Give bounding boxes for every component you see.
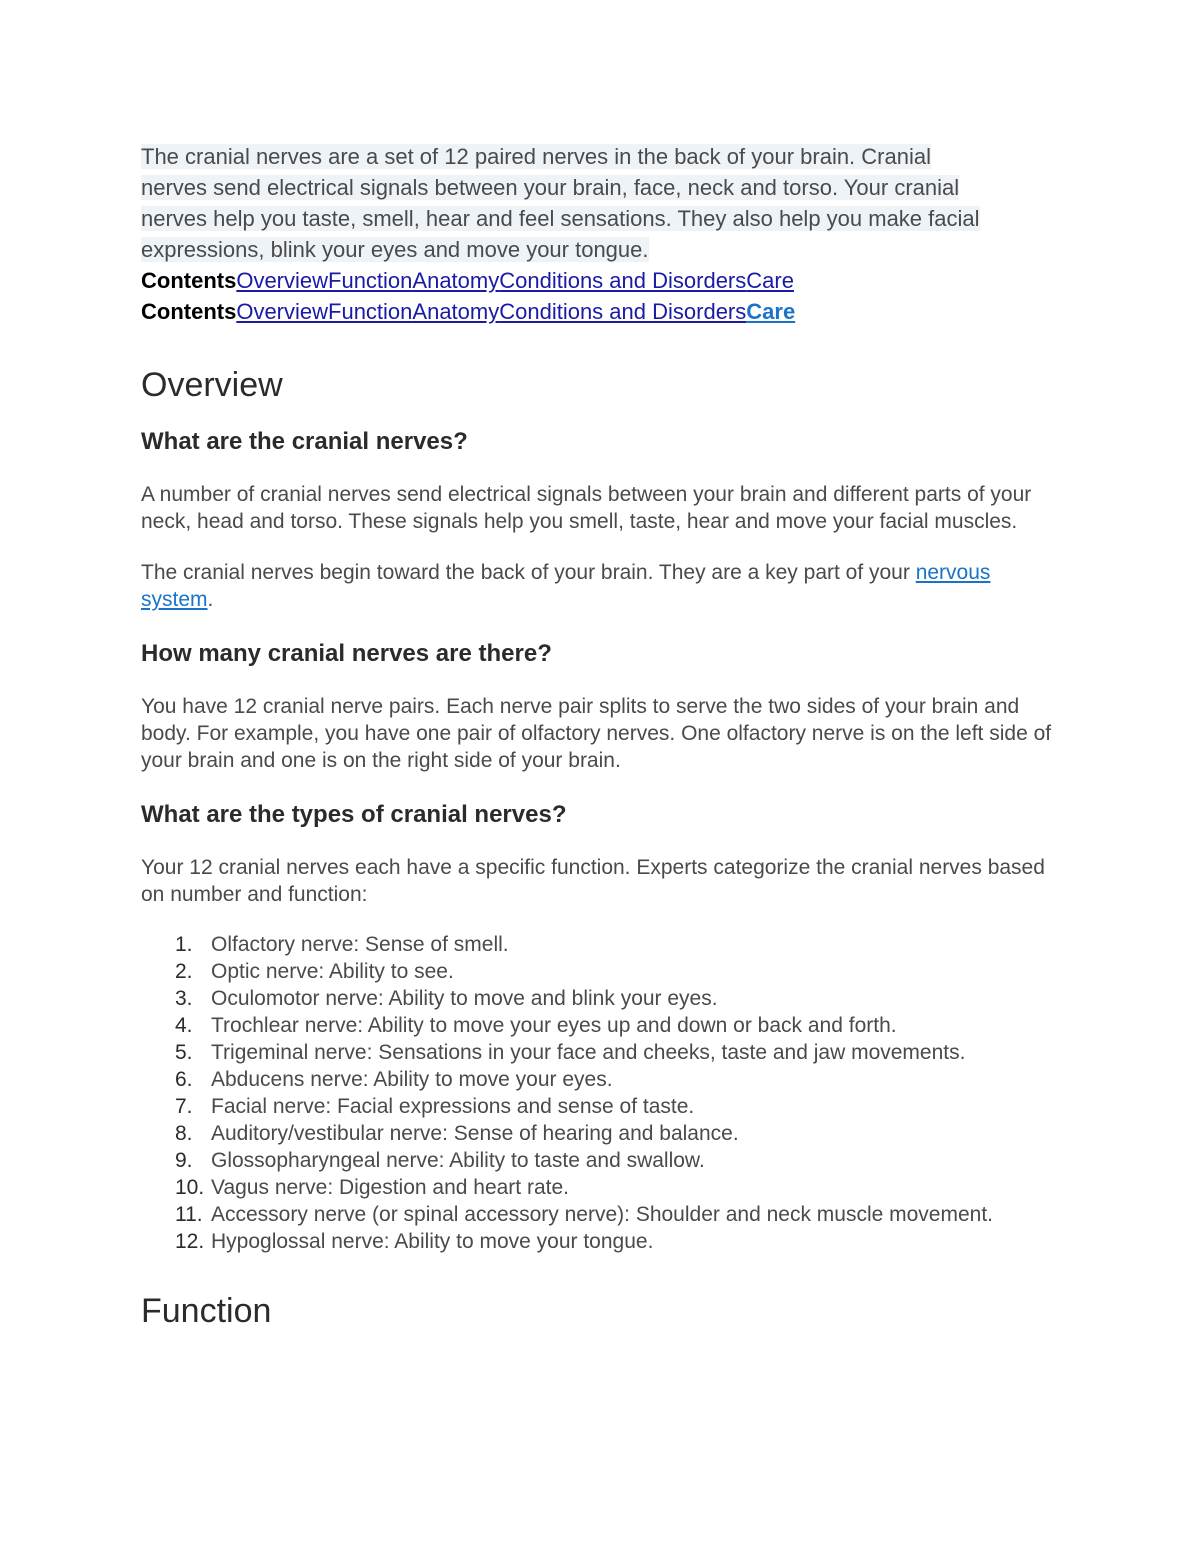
list-number: 7. [175,1095,193,1118]
contents-link-function[interactable]: Function [328,268,413,293]
list-item-text: Trochlear nerve: Ability to move your eyes up and down or back and forth. [211,1014,897,1037]
list-number: 4. [175,1014,193,1037]
contents-link-overview[interactable]: Overview [236,268,329,293]
list-item-text: Accessory nerve (or spinal accessory nerve): Shoulder and neck muscle movement. [211,1203,994,1226]
list-item [141,1012,1061,1039]
paragraph-text: . [207,588,214,611]
list-item [141,1039,1061,1066]
body-paragraph: Your 12 cranial nerves each have a specific function. Experts categorize the cranial nerves based on number and function: [141,856,1045,906]
nervous-system-link[interactable]: nervous system [141,561,991,611]
paragraph-text: The cranial nerves begin toward the back of your brain. They are a key part of your [141,561,916,584]
contents-link-conditions[interactable]: Conditions and Disorders [499,268,747,293]
contents-nav [141,265,1061,296]
list-number: 11. [175,1203,203,1226]
body-paragraph: You have 12 cranial nerve pairs. Each nerve pair splits to serve the two sides of your brain and body. For example, you have one pair of olfactory nerves. One olfactory nerve is on the left side of your brain and one is on the right side of your brain. [141,695,1052,772]
contents-label: Contents [141,268,237,293]
list-item [141,1201,1061,1228]
list-number: 3. [175,987,193,1010]
contents-link-anatomy[interactable]: Anatomy [412,299,500,324]
contents-link-anatomy[interactable]: Anatomy [412,268,500,293]
contents-link-overview[interactable]: Overview [236,299,329,324]
body-paragraph [141,559,1061,613]
list-item-text: Vagus nerve: Digestion and heart rate. [211,1176,569,1199]
intro-paragraph [141,141,1061,265]
list-item [141,1147,1061,1174]
list-item-text: Facial nerve: Facial expressions and sense of taste. [211,1095,695,1118]
list-number: 9. [175,1149,193,1172]
question-heading: How many cranial nerves are there? [141,640,552,667]
contents-link-care-active[interactable]: Care [746,299,796,324]
list-item-text: Oculomotor nerve: Ability to move and blink your eyes. [211,987,718,1010]
list-number: 2. [175,960,193,983]
list-item-text: Optic nerve: Ability to see. [211,960,454,983]
list-number: 6. [175,1068,193,1091]
section-heading-overview: Overview [141,366,283,404]
intro-line: nerves send electrical signals between your brain, face, neck and torso. Your cranial [141,175,960,200]
list-item [141,1093,1061,1120]
intro-line: expressions, blink your eyes and move your tongue. [141,237,649,262]
document-page [141,141,1061,1331]
list-item [141,1228,1061,1255]
list-item [141,1120,1061,1147]
list-number: 1. [175,933,193,956]
contents-nav-sticky [141,296,1061,327]
list-number: 8. [175,1122,193,1145]
contents-link-function[interactable]: Function [328,299,413,324]
list-item [141,1174,1061,1201]
question-heading: What are the types of cranial nerves? [141,801,567,828]
list-number: 12. [175,1230,205,1253]
list-item [141,931,1061,958]
list-item-text: Auditory/vestibular nerve: Sense of hearing and balance. [211,1122,739,1145]
list-item [141,985,1061,1012]
intro-line: The cranial nerves are a set of 12 paired nerves in the back of your brain. Cranial [141,144,931,169]
list-number: 5. [175,1041,193,1064]
list-item-text: Hypoglossal nerve: Ability to move your tongue. [211,1230,654,1253]
list-item-text: Glossopharyngeal nerve: Ability to taste and swallow. [211,1149,705,1172]
intro-line: nerves help you taste, smell, hear and feel sensations. They also help you make facial [141,206,980,231]
cranial-nerves-list [141,931,1061,1255]
list-item-text: Olfactory nerve: Sense of smell. [211,933,509,956]
contents-label: Contents [141,299,237,324]
contents-link-conditions[interactable]: Conditions and Disorders [499,299,747,324]
list-item-text: Trigeminal nerve: Sensations in your face and cheeks, taste and jaw movements. [211,1041,966,1064]
question-heading: What are the cranial nerves? [141,428,468,455]
list-item-text: Abducens nerve: Ability to move your eyes. [211,1068,613,1091]
list-item [141,958,1061,985]
list-item [141,1066,1061,1093]
section-heading-function: Function [141,1292,272,1330]
body-paragraph: A number of cranial nerves send electrical signals between your brain and different parts of your neck, head and torso. These signals help you smell, taste, hear and move your facial muscles. [141,483,1032,533]
list-number: 10. [175,1176,205,1199]
contents-link-care[interactable]: Care [746,268,794,293]
